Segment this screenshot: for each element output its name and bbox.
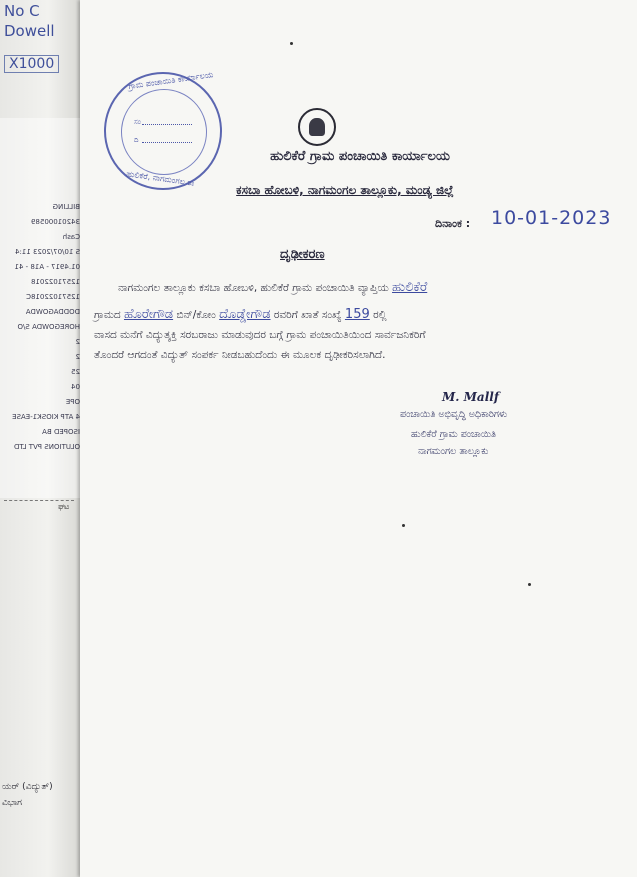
body-line-3: ವಾಸದ ಮನೆಗೆ ವಿದ್ಯುತ್ಶಕ್ತಿ ಸರಬರಾಜು ಮಾಡುವುದರ ಬಗ್ಗೆ ಗ್ರಾಮ ಪಂಚಾಯಿತಿಯಿಂದ ಸಾರ್ವಜನಿಕರಿಗೆ (94, 329, 426, 341)
body-line-4: ತೊಂದರೆ ಆಗದಂತೆ ವಿದ್ಯುತ್ ಸಂಪರ್ಕ ನೀಡಬಹುದೆಂದು ಈ ಮೂಲಕ ದೃಢೀಕರಿಸಲಾಗಿದೆ. (94, 349, 386, 361)
receipt-handwriting-top: No C (4, 2, 40, 20)
body-text: ನಾಗಮಂಗಲ ತಾಲ್ಲೂಕು ಕಸಬಾ ಹೋಬಳಿ, ಹುಲಿಕೆರೆ ಗ್ರಾಮ ಪಂಚಾಯಿತಿ ವ್ಯಾಪ್ತಿಯ (118, 282, 389, 294)
receipt-line: 12571022018 (31, 278, 80, 286)
receipt-line: 2 (75, 338, 80, 346)
seal-blank-line (142, 124, 192, 125)
receipt-line: 2 (75, 353, 80, 361)
body-text: ರವರಿಗೆ ಖಾತೆ ಸಂಖ್ಯೆ (273, 309, 342, 321)
receipt-line: 01.4917 - A18 - 41 (14, 263, 80, 271)
receipt-cut-label: ಘಟ (58, 502, 70, 511)
body-line-2 (94, 307, 570, 322)
body-line-1 (94, 280, 570, 295)
seal-inner-ring (121, 89, 207, 175)
handwritten-village: ಹುಲಿಕೆರೆ (392, 280, 428, 295)
body-text: ಗ್ರಾಮದ (94, 309, 121, 321)
handwritten-father-name: ದೊಡ್ಡೇಗೌಡ (219, 307, 271, 322)
receipt-line: BILLING (52, 203, 80, 211)
handwritten-account-number: 159 (344, 307, 370, 322)
receipt-line: Cash (62, 233, 80, 241)
document-title: ದೃಢೀಕರಣ (280, 247, 325, 262)
date-value: 10-01-2023 (491, 207, 612, 229)
signatory-designation: ಪಂಚಾಯಿತಿ ಅಭಿವೃದ್ಧಿ ಅಧಿಕಾರಿಗಳು (400, 409, 508, 420)
receipt-line: 25 (71, 368, 80, 376)
signatory-office: ಹುಲಿಕೆರೆ ಗ್ರಾಮ ಪಂಚಾಯಿತಿ (411, 429, 497, 440)
office-name: ಹುಲಿಕೆರೆ ಗ್ರಾಮ ಪಂಚಾಯಿತಿ ಕಾರ್ಯಾಲಯ (270, 149, 450, 164)
seal-label-no: ಸಂ (134, 118, 141, 126)
handwritten-name: ಹೊರೇಗೌಡ (123, 307, 174, 322)
receipt-line: S 10/07/2023 11:4 (15, 248, 80, 256)
receipt-line: DODDAGOWDA (25, 308, 80, 316)
office-seal (104, 72, 222, 190)
signature: M. Mallf (442, 390, 499, 404)
seal-blank-line (142, 142, 192, 143)
receipt-line: 12571022018C (26, 293, 80, 301)
receipt-cut-line (4, 500, 74, 501)
paper-spot (528, 583, 531, 586)
seal-label-date: ದಿ (134, 136, 139, 144)
paper-spot (290, 42, 293, 45)
seal-ring-text-top: ಗ್ರಾಮ ಪಂಚಾಯಿತಿ ಕಾರ್ಯಾಲಯ (127, 70, 214, 91)
receipt-line: 4 ATP KIOSK1-EASE (12, 413, 80, 421)
receipt-kannada-line2: ವಿಭಾಗ (2, 798, 22, 808)
receipt-handwriting-boxed: X1000 (4, 55, 59, 73)
receipt-line: OPE (65, 398, 80, 406)
receipt-line: OLUTIONS PVT LTD (13, 443, 80, 451)
underlying-receipt (0, 0, 81, 877)
receipt-line: HOREGOWDA S/O (17, 323, 80, 331)
date-label: ದಿನಾಂಕ : (435, 217, 471, 230)
receipt-mirrored-text (10, 200, 80, 455)
receipt-handwriting-second: Dowell (4, 22, 55, 40)
body-text: ರಲ್ಲಿ (373, 309, 387, 321)
body-text: ಬಿನ್/ಕೋಂ (176, 309, 216, 321)
certificate-letter (80, 0, 637, 877)
signatory-taluk: ನಾಗಮಂಗಲ ತಾಲ್ಲೂಕು (418, 446, 489, 457)
paper-spot (402, 524, 405, 527)
seal-ring-text-bottom: ಹುಲಿಕೆರೆ, ನಾಗಮಂಗಲ ತಾ (125, 169, 195, 188)
receipt-line: ISOPED BA (42, 428, 80, 436)
address-subheading: ಕಸಬಾ ಹೋಬಳಿ, ನಾಗಮಂಗಲ ತಾಲ್ಲೂಕು, ಮಂಡ್ಯ ಜಿಲ್ಲೆ (236, 183, 454, 197)
government-emblem-icon (298, 108, 336, 146)
receipt-line: 04 (71, 383, 80, 391)
receipt-line: 34201000589 (31, 218, 80, 226)
receipt-kannada-line1: ಯರ್ (ವಿದ್ಯುತ್) (2, 782, 53, 792)
